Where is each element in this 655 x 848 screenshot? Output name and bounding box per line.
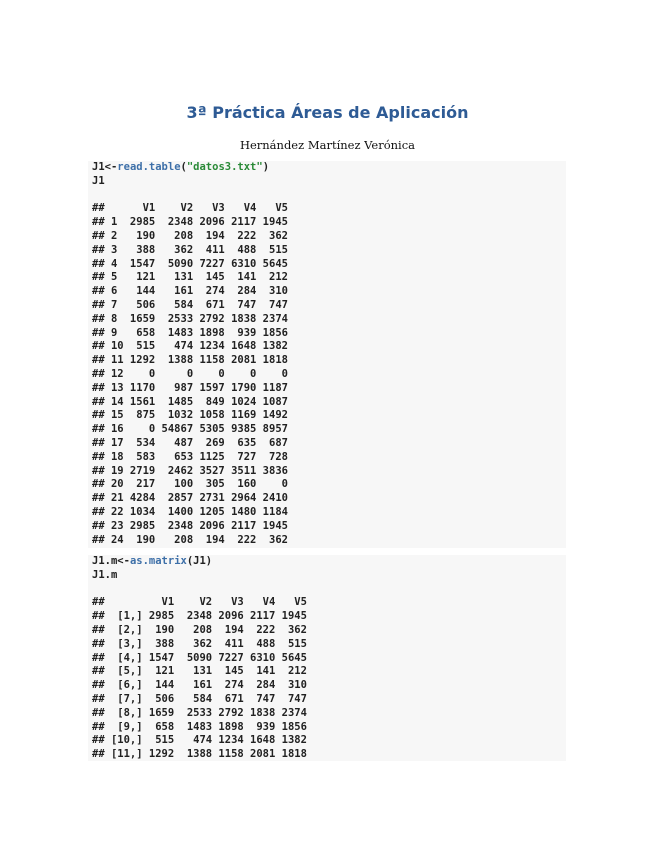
code-assign: J1.m<- (92, 555, 130, 567)
output-line: ## V1 V2 V3 V4 V5 (92, 202, 288, 215)
output-line: ## [3,] 388 362 411 488 515 (92, 637, 307, 650)
output-line: ## 14 1561 1485 849 1024 1087 (92, 395, 288, 408)
output-line: ## 24 190 208 194 222 362 (92, 533, 288, 546)
output-matrix (88, 596, 566, 762)
output-line: ## 13 1170 987 1597 1790 1187 (92, 381, 288, 394)
code-function: read.table (117, 161, 181, 173)
output-line: ## [10,] 515 474 1234 1648 1382 (92, 734, 307, 747)
spacer (88, 583, 566, 597)
output-line: ## 21 4284 2857 2731 2964 2410 (92, 492, 288, 505)
output-line: ## [8,] 1659 2533 2792 1838 2374 (92, 706, 307, 719)
output-line: ## 9 658 1483 1898 939 1856 (92, 326, 288, 339)
output-line: ## 8 1659 2533 2792 1838 2374 (92, 312, 288, 325)
code-string: "datos3.txt" (186, 161, 263, 173)
output-line: ## [7,] 506 584 671 747 747 (92, 692, 307, 705)
output-line: ## 11 1292 1388 1158 2081 1818 (92, 354, 288, 367)
output-line: ## 18 583 653 1125 727 728 (92, 450, 288, 463)
output-line: ## 22 1034 1400 1205 1480 1184 (92, 505, 288, 518)
output-line: ## 3 388 362 411 488 515 (92, 243, 288, 256)
output-line: ## [5,] 121 131 145 141 212 (92, 665, 307, 678)
output-line: ## 4 1547 5090 7227 6310 5645 (92, 257, 288, 270)
document-author: Hernández Martínez Verónica (239, 138, 416, 152)
output-line: ## 23 2985 2348 2096 2117 1945 (92, 519, 288, 532)
output-line: ## 12 0 0 0 0 0 (92, 367, 288, 380)
output-line: ## 16 0 54867 5305 9385 8957 (92, 423, 288, 436)
output-line: ## 15 875 1032 1058 1169 1492 (92, 409, 288, 422)
code-args: (J1) (186, 555, 213, 567)
output-line: ## 6 144 161 274 284 310 (92, 285, 288, 298)
output-line: ## [11,] 1292 1388 1158 2081 1818 (92, 748, 307, 761)
output-line: ## 2 190 208 194 222 362 (92, 229, 288, 242)
code-line-read-table (88, 161, 566, 175)
document-title: 3ª Práctica Áreas de Aplicación (186, 103, 469, 122)
code-assign: J1<- (92, 161, 118, 173)
output-line: ## [4,] 1547 5090 7227 6310 5645 (92, 651, 307, 664)
code-line-print: J1.m (92, 568, 118, 581)
output-line: ## 17 534 487 269 635 687 (92, 436, 288, 449)
output-line: ## [6,] 144 161 274 284 310 (92, 679, 307, 692)
output-line: ## 5 121 131 145 141 212 (92, 271, 288, 284)
code-block-as-matrix (88, 555, 566, 761)
output-line: ## 10 515 474 1234 1648 1382 (92, 340, 288, 353)
code-block-read-table (88, 161, 566, 548)
code-line-print: J1 (92, 174, 105, 187)
output-line: ## 7 506 584 671 747 747 (92, 298, 288, 311)
output-line: ## [1,] 2985 2348 2096 2117 1945 (92, 610, 307, 623)
output-line: ## 1 2985 2348 2096 2117 1945 (92, 216, 288, 229)
output-line: ## 20 217 100 305 160 0 (92, 478, 288, 491)
spacer (88, 189, 566, 203)
code-paren-close: ) (262, 161, 270, 173)
output-line: ## [2,] 190 208 194 222 362 (92, 623, 307, 636)
output-line: ## 19 2719 2462 3527 3511 3836 (92, 464, 288, 477)
code-function: as.matrix (129, 555, 187, 567)
code-paren-open: ( (180, 161, 187, 173)
output-table (88, 202, 566, 547)
output-line: ## [9,] 658 1483 1898 939 1856 (92, 720, 307, 733)
output-line: ## V1 V2 V3 V4 V5 (92, 596, 307, 609)
code-line-as-matrix (88, 555, 566, 569)
